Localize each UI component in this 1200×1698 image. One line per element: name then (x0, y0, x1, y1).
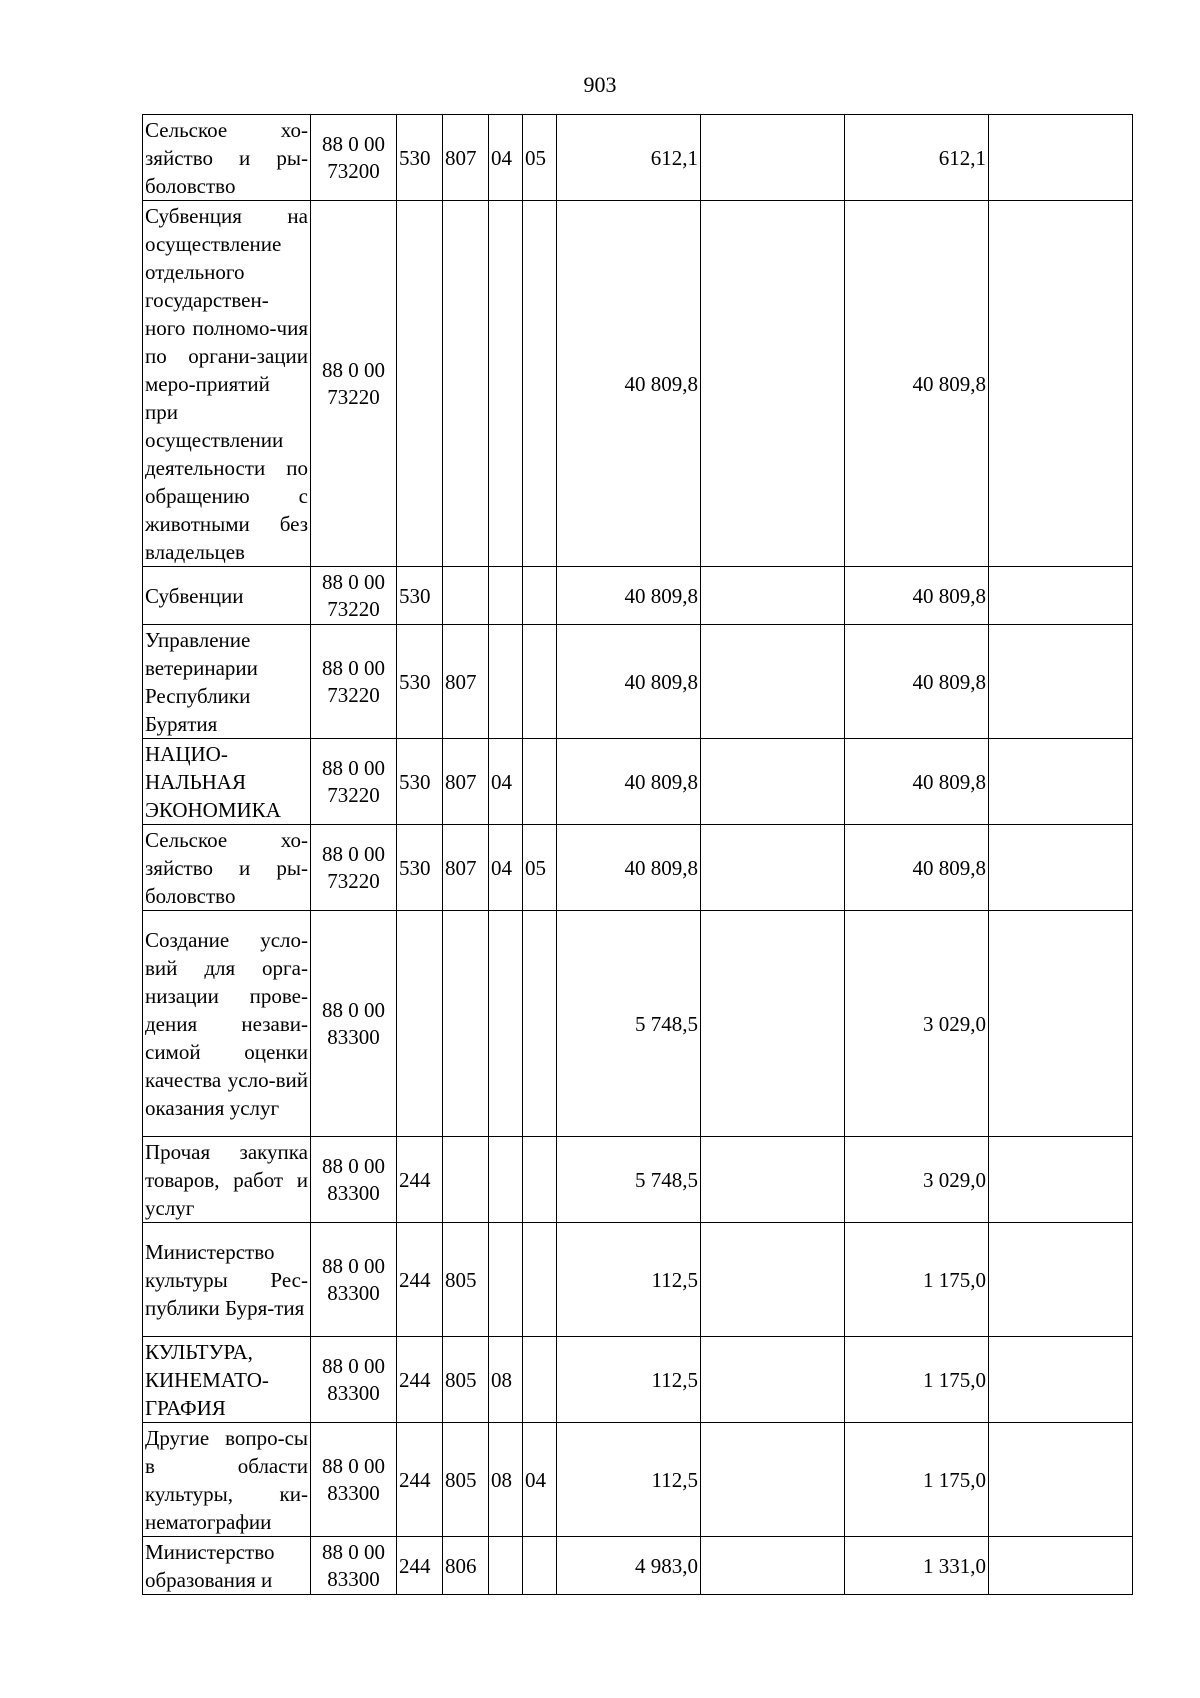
amount-3: 3 029,0 (845, 1137, 989, 1223)
target-article-code (311, 1137, 397, 1223)
expense-type-code: 530 (397, 739, 443, 825)
expense-type-code: 244 (397, 1137, 443, 1223)
expense-type-code: 530 (397, 825, 443, 911)
amount-1: 5 748,5 (557, 911, 701, 1137)
item-name: КУЛЬТУРА, КИНЕМАТО-ГРАФИЯ (143, 1337, 311, 1423)
administrator-code (443, 201, 489, 567)
amount-3: 1 175,0 (845, 1337, 989, 1423)
amount-1: 112,5 (557, 1223, 701, 1337)
budget-table (142, 114, 1133, 1595)
amount-3: 612,1 (845, 115, 989, 201)
target-article-code-part1: 88 0 00 (322, 131, 385, 156)
item-name: Министерство образования и (143, 1537, 311, 1595)
amount-4 (989, 1337, 1133, 1423)
amount-2 (701, 911, 845, 1137)
table-row (143, 1223, 1133, 1337)
expense-type-code: 244 (397, 1337, 443, 1423)
table-row (143, 567, 1133, 625)
amount-1: 5 748,5 (557, 1137, 701, 1223)
amount-1: 40 809,8 (557, 201, 701, 567)
subsection-code (523, 739, 557, 825)
subsection-code: 05 (523, 115, 557, 201)
section-code: 04 (489, 739, 523, 825)
target-article-code-part1: 88 0 00 (322, 1539, 385, 1564)
table-row (143, 825, 1133, 911)
target-article-code (311, 1337, 397, 1423)
amount-4 (989, 911, 1133, 1137)
item-name: Управление ветеринарии Республики Бурятия (143, 625, 311, 739)
amount-1: 4 983,0 (557, 1537, 701, 1595)
target-article-code-part1: 88 0 00 (322, 755, 385, 780)
administrator-code (443, 1137, 489, 1223)
amount-2 (701, 1137, 845, 1223)
amount-3: 40 809,8 (845, 567, 989, 625)
target-article-code (311, 739, 397, 825)
amount-2 (701, 825, 845, 911)
amount-3: 40 809,8 (845, 625, 989, 739)
target-article-code-part1: 88 0 00 (322, 655, 385, 680)
table-row (143, 201, 1133, 567)
target-article-code (311, 825, 397, 911)
administrator-code: 807 (443, 825, 489, 911)
table-row (143, 1337, 1133, 1423)
subsection-code (523, 625, 557, 739)
subsection-code (523, 911, 557, 1137)
table-row (143, 115, 1133, 201)
amount-2 (701, 1223, 845, 1337)
amount-2 (701, 625, 845, 739)
target-article-code-part2: 83300 (327, 1180, 380, 1205)
target-article-code-part2: 73220 (327, 384, 380, 409)
subsection-code (523, 1337, 557, 1423)
table-row (143, 1137, 1133, 1223)
section-code: 08 (489, 1423, 523, 1537)
expense-type-code: 530 (397, 115, 443, 201)
subsection-code: 05 (523, 825, 557, 911)
amount-1: 40 809,8 (557, 567, 701, 625)
table-row (143, 1423, 1133, 1537)
item-name: Сельское хо-зяйство и ры-боловство (143, 115, 311, 201)
administrator-code: 807 (443, 115, 489, 201)
target-article-code-part2: 73220 (327, 596, 380, 621)
target-article-code-part1: 88 0 00 (322, 1453, 385, 1478)
section-code (489, 911, 523, 1137)
subsection-code: 04 (523, 1423, 557, 1537)
amount-2 (701, 567, 845, 625)
target-article-code-part1: 88 0 00 (322, 841, 385, 866)
target-article-code (311, 115, 397, 201)
amount-2 (701, 201, 845, 567)
amount-3: 40 809,8 (845, 825, 989, 911)
amount-3: 1 175,0 (845, 1423, 989, 1537)
administrator-code: 805 (443, 1223, 489, 1337)
item-name: Субвенции (143, 567, 311, 625)
administrator-code: 807 (443, 739, 489, 825)
item-name: Сельское хо-зяйство и ры-боловство (143, 825, 311, 911)
table-row (143, 739, 1133, 825)
amount-1: 40 809,8 (557, 825, 701, 911)
page-number: 903 (583, 72, 617, 97)
item-name: Другие вопро-сы в области культуры, ки-нематографии (143, 1423, 311, 1537)
amount-1: 612,1 (557, 115, 701, 201)
target-article-code-part2: 83300 (327, 1566, 380, 1591)
section-code (489, 567, 523, 625)
target-article-code-part1: 88 0 00 (322, 357, 385, 382)
administrator-code: 805 (443, 1337, 489, 1423)
amount-3: 40 809,8 (845, 201, 989, 567)
amount-3: 1 331,0 (845, 1537, 989, 1595)
section-code (489, 1223, 523, 1337)
amount-3: 1 175,0 (845, 1223, 989, 1337)
administrator-code (443, 567, 489, 625)
target-article-code-part2: 83300 (327, 1480, 380, 1505)
section-code: 08 (489, 1337, 523, 1423)
amount-4 (989, 1223, 1133, 1337)
amount-2 (701, 1423, 845, 1537)
administrator-code: 806 (443, 1537, 489, 1595)
expense-type-code: 530 (397, 625, 443, 739)
target-article-code (311, 1223, 397, 1337)
table-row (143, 1537, 1133, 1595)
target-article-code-part2: 73220 (327, 682, 380, 707)
item-name: Создание усло-вий для орга-низации прове-дения незави-симой оценки качества усло-вий оказания услуг (143, 911, 311, 1137)
amount-1: 40 809,8 (557, 625, 701, 739)
subsection-code (523, 1223, 557, 1337)
section-code: 04 (489, 825, 523, 911)
item-name: Субвенция на осуществление отдельного государствен-ного полномо-чия по органи-зации меро-приятий при осуществлении деятельности по обращению с животными без владельцев (143, 201, 311, 567)
target-article-code-part2: 73200 (327, 158, 380, 183)
target-article-code (311, 1537, 397, 1595)
subsection-code (523, 1537, 557, 1595)
amount-4 (989, 1137, 1133, 1223)
subsection-code (523, 1137, 557, 1223)
administrator-code: 805 (443, 1423, 489, 1537)
amount-4 (989, 739, 1133, 825)
target-article-code-part2: 83300 (327, 1024, 380, 1049)
expense-type-code: 244 (397, 1223, 443, 1337)
target-article-code-part1: 88 0 00 (322, 997, 385, 1022)
target-article-code-part2: 83300 (327, 1380, 380, 1405)
section-code (489, 1137, 523, 1223)
amount-2 (701, 1337, 845, 1423)
expense-type-code: 530 (397, 567, 443, 625)
target-article-code-part1: 88 0 00 (322, 1153, 385, 1178)
amount-4 (989, 201, 1133, 567)
target-article-code-part1: 88 0 00 (322, 569, 385, 594)
target-article-code (311, 1423, 397, 1537)
subsection-code (523, 567, 557, 625)
administrator-code (443, 911, 489, 1137)
section-code (489, 201, 523, 567)
section-code (489, 1537, 523, 1595)
amount-4 (989, 567, 1133, 625)
section-code (489, 625, 523, 739)
target-article-code (311, 911, 397, 1137)
amount-2 (701, 115, 845, 201)
amount-4 (989, 625, 1133, 739)
target-article-code-part1: 88 0 00 (322, 1253, 385, 1278)
expense-type-code (397, 911, 443, 1137)
section-code: 04 (489, 115, 523, 201)
item-name: НАЦИО-НАЛЬНАЯ ЭКОНОМИКА (143, 739, 311, 825)
target-article-code-part2: 83300 (327, 1280, 380, 1305)
amount-1: 40 809,8 (557, 739, 701, 825)
amount-4 (989, 115, 1133, 201)
amount-4 (989, 1537, 1133, 1595)
target-article-code (311, 567, 397, 625)
item-name: Министерство культуры Рес-публики Буря-тия (143, 1223, 311, 1337)
table-row (143, 911, 1133, 1137)
table-row (143, 625, 1133, 739)
target-article-code-part2: 73220 (327, 782, 380, 807)
amount-3: 3 029,0 (845, 911, 989, 1137)
expense-type-code (397, 201, 443, 567)
target-article-code (311, 625, 397, 739)
target-article-code (311, 201, 397, 567)
amount-4 (989, 1423, 1133, 1537)
target-article-code-part1: 88 0 00 (322, 1353, 385, 1378)
amount-1: 112,5 (557, 1337, 701, 1423)
target-article-code-part2: 73220 (327, 868, 380, 893)
expense-type-code: 244 (397, 1423, 443, 1537)
administrator-code: 807 (443, 625, 489, 739)
amount-3: 40 809,8 (845, 739, 989, 825)
item-name: Прочая закупка товаров, работ и услуг (143, 1137, 311, 1223)
amount-4 (989, 825, 1133, 911)
amount-2 (701, 1537, 845, 1595)
amount-2 (701, 739, 845, 825)
amount-1: 112,5 (557, 1423, 701, 1537)
expense-type-code: 244 (397, 1537, 443, 1595)
subsection-code (523, 201, 557, 567)
